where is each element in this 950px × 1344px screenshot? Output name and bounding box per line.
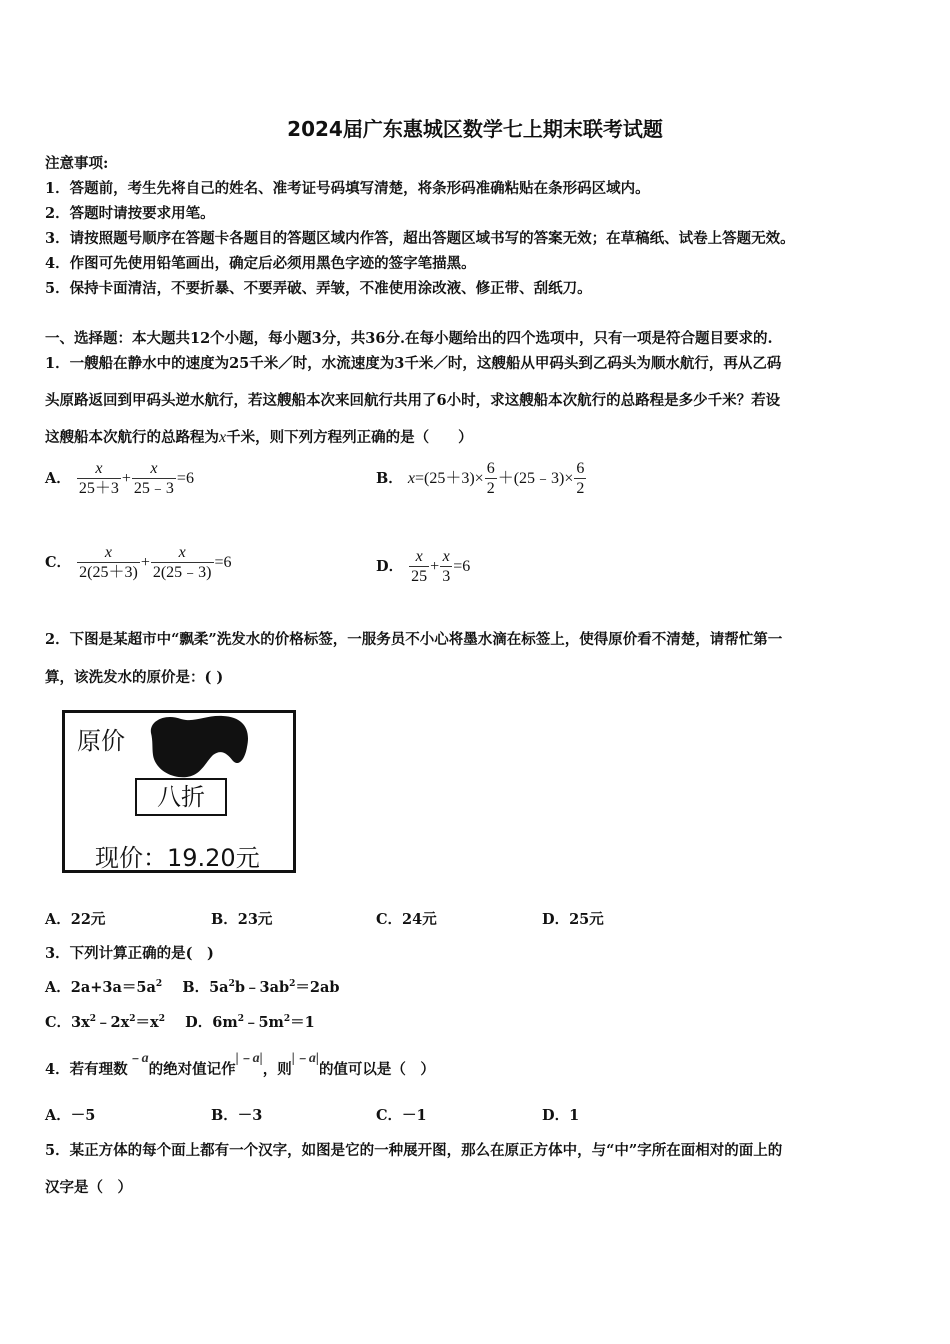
q3-options-ab xyxy=(45,976,340,997)
original-price-label: 原价 xyxy=(77,727,125,755)
q1-option-c[interactable]: C． $\frac{x}{2(25+3)}$ + $\frac{x}{2(25﹣3)}$ =6 xyxy=(45,544,232,581)
page-title: 2024届广东惠城区数学七上期末联考试题 xyxy=(287,117,663,141)
q3-option-c[interactable]: C．$3x^2﹣2x^2=x^2$ xyxy=(45,1014,165,1031)
q2-line: 算，该洗发水的原价是：( ) xyxy=(45,669,224,686)
q2-option-c[interactable]: C．24元 xyxy=(376,911,437,928)
q2-option-d[interactable]: D．25元 xyxy=(542,911,604,928)
notice-item: 5．保持卡面清洁，不要折暴、不要弄破、弄皱，不准使用涂改液、修正带、刮纸刀。 xyxy=(45,280,592,297)
q5-line: 5．某正方体的每个面上都有一个汉字，如图是它的一种展开图，那么在原正方体中，与“中”字所在面相对的面上的 xyxy=(45,1142,783,1159)
section-heading: 一、选择题：本大题共12个小题，每小题3分，共36分.在每小题给出的四个选项中，只有一项是符合题目要求的. xyxy=(45,330,773,347)
q4-option-d[interactable]: D．1 xyxy=(542,1107,580,1124)
price-tag-figure xyxy=(62,710,296,873)
q3-options-cd xyxy=(45,1011,315,1032)
notice-item: 1．答题前，考生先将自己的姓名、准考证号码填写清楚，将条形码准确粘贴在条形码区域内。 xyxy=(45,180,650,197)
q4-stem: 4．若有理数﹣a的绝对值记作|﹣a|，则|﹣a|的值可以是（ ） xyxy=(45,1051,435,1078)
q3-option-d[interactable]: D．$6m^2﹣5m^2=1$ xyxy=(185,1014,315,1031)
notice-item: 2．答题时请按要求用笔。 xyxy=(45,205,215,222)
notice-heading: 注意事项: xyxy=(45,155,109,172)
q2-option-a[interactable]: A．22元 xyxy=(45,911,106,928)
q1-line: 这艘船本次航行的总路程为x千米，则下列方程列正确的是（ ） xyxy=(45,429,473,446)
q3-option-b[interactable]: B．$5a^2b﹣3ab^2=2ab$ xyxy=(182,979,340,996)
q2-option-b[interactable]: B．23元 xyxy=(211,911,273,928)
q4-option-c[interactable]: C．－1 xyxy=(376,1107,427,1124)
q1-option-a[interactable]: A． $\frac{x}{25+3}$ + $\frac{x}{25﹣3}$ =6 xyxy=(45,460,194,497)
discount-box: 八折 xyxy=(135,778,227,816)
q4-option-b[interactable]: B．－3 xyxy=(211,1107,263,1124)
q4-option-a[interactable]: A．－5 xyxy=(45,1107,96,1124)
q1-line: 头原路返回到甲码头逆水航行，若这艘船本次来回航行共用了6小时，求这艘船本次航行的总路程是多少千米？若设 xyxy=(45,392,781,409)
q2-line: 2．下图是某超市中“飘柔”洗发水的价格标签，一服务员不小心将墨水滴在标签上，使得原价看不清楚，请帮忙第一 xyxy=(45,631,783,648)
current-price: 现价：19.20元 xyxy=(95,844,260,872)
notice-item: 4．作图可先使用铅笔画出，确定后必须用黑色字迹的签字笔描黑。 xyxy=(45,255,476,272)
q1-line: 1．一艘船在静水中的速度为25千米／时，水流速度为3千米／时，这艘船从甲码头到乙码头为顺水航行，再从乙码 xyxy=(45,355,782,372)
q3-option-a[interactable]: A．$2a+3a=5a^2$ xyxy=(45,979,163,996)
q5-line: 汉字是（ ） xyxy=(45,1179,132,1196)
q1-option-d[interactable]: D． $\frac{x}{25}$ + $\frac{x}{3}$ =6 xyxy=(376,548,471,585)
ink-blot-icon xyxy=(147,713,253,779)
q1-option-b[interactable]: B． x=(25＋3)× $\frac{6}{2}$ ＋(25﹣3)× $\frac{6}{2}$ xyxy=(376,460,585,497)
notice-item: 3．请按照题号顺序在答题卡各题目的答题区域内作答，超出答题区域书写的答案无效；在草稿纸、试卷上答题无效。 xyxy=(45,230,795,247)
q3-stem: 3．下列计算正确的是( ) xyxy=(45,945,214,962)
